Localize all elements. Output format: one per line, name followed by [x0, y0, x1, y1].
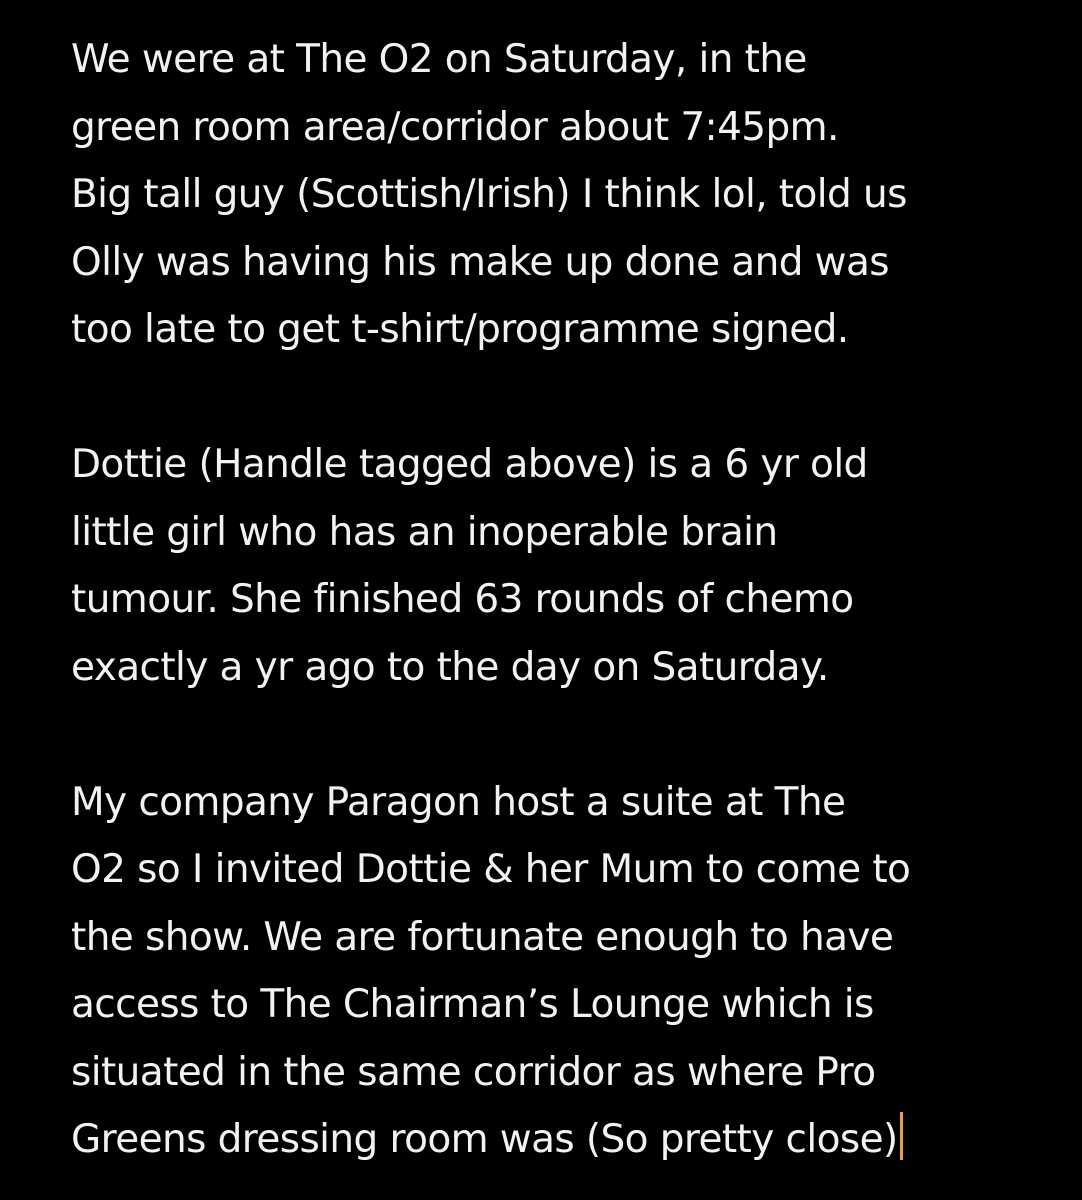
text-line: green room area/corridor about 7:45pm.	[71, 104, 839, 150]
blank-line	[71, 701, 1061, 769]
text-line: too late to get t-shirt/programme signed.	[71, 307, 849, 352]
text-cursor	[900, 1112, 903, 1160]
text-line: the show. We are fortunate enough to have	[71, 914, 894, 960]
text-line: My company Paragon host a suite at The	[71, 779, 846, 825]
paragraph-3	[71, 769, 1061, 1174]
text-line: Olly was having his make up done and was	[71, 239, 889, 285]
text-line: Dottie (Handle tagged above) is a 6 yr old	[71, 442, 868, 487]
text-line: little girl who has an inoperable brain	[71, 509, 778, 555]
text-line: exactly a yr ago to the day on Saturday.	[71, 644, 829, 690]
text-line: Greens dressing room was (So pretty close)	[71, 1117, 898, 1162]
text-line: O2 so I invited Dottie & her Mum to come to	[71, 847, 911, 892]
paragraph-1	[71, 26, 1061, 364]
paragraph-2	[71, 431, 1061, 701]
text-line: situated in the same corridor as where Pro	[71, 1049, 876, 1095]
blank-line	[71, 364, 1061, 432]
text-line: Big tall guy (Scottish/Irish) I think lol, told us	[71, 172, 907, 217]
text-line: tumour. She finished 63 rounds of chemo	[71, 577, 854, 622]
note-text-area[interactable]	[71, 26, 1061, 1174]
text-line: We were at The O2 on Saturday, in the	[71, 37, 807, 82]
text-line: access to The Chairman’s Lounge which is	[71, 982, 874, 1027]
text-line-last	[71, 1106, 1061, 1174]
